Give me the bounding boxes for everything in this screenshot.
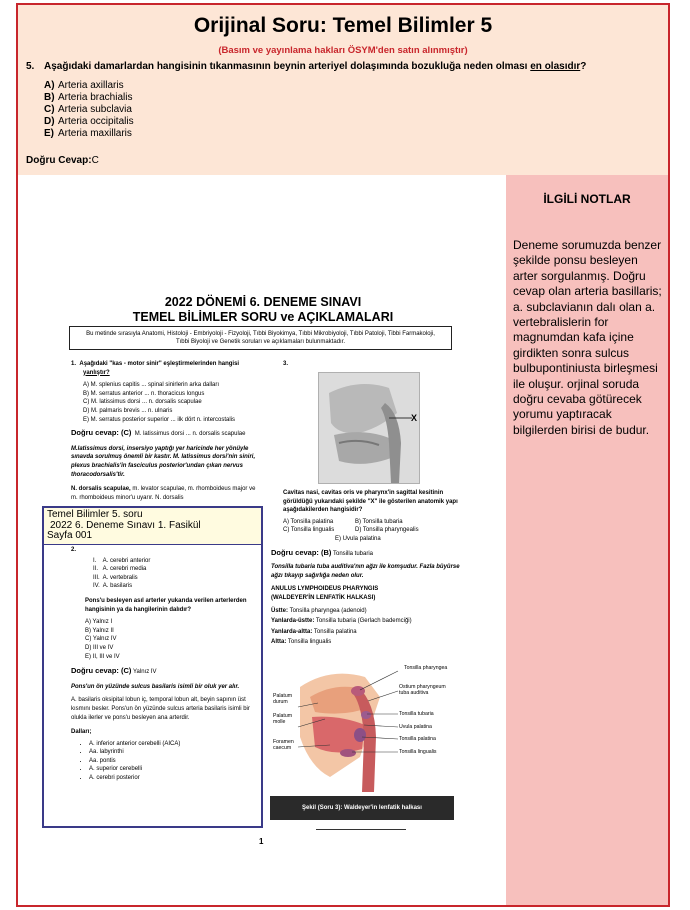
q3-option: E) Uvula palatina — [335, 535, 381, 542]
option-text: Arteria axillaris — [58, 80, 124, 91]
highlight-line: 2022 6. Deneme Sınavı 1. Fasikül — [50, 519, 201, 531]
q3-stem: Cavitas nasi, cavitas oris ve pharynx'in sagittal kesitinin görüldüğü yukarıdaki şekilde "X" ile gösterilen anatomik yapı aşağıdakilerden hangisidir? — [283, 490, 458, 514]
option-text: Arteria subclavia — [58, 104, 132, 115]
q2-branch: • A. inferior anterior cerebelli (AICA) — [89, 740, 256, 749]
q2-item: IV. A. basilaris — [93, 583, 133, 590]
ring-key: Üstte: — [271, 607, 289, 614]
q3-option: C) Tonsilla lingualis — [283, 527, 335, 534]
option-letter: A) — [44, 80, 55, 91]
option-letter: D) — [44, 116, 55, 127]
ring-value: Tonsilla lingualis — [287, 639, 332, 646]
q2-option: C) Yalnız IV — [85, 636, 117, 643]
answer-value: C — [91, 155, 99, 166]
q1-option: B) M. serratus anterior ... n. thoracicus longus — [83, 390, 205, 397]
q1-option: E) M. serratus posterior superior ... ilk dört n. intercostalis — [83, 416, 236, 423]
q2-option: E) II, III ve IV — [85, 653, 120, 660]
q3-option: A) Tonsilla palatina — [283, 518, 334, 525]
option-letter: E) — [44, 128, 54, 139]
q3-number: 3. — [283, 361, 289, 367]
fig-label-tubaria: Tonsilla tubaria — [399, 711, 434, 717]
question-number: 5. — [26, 61, 35, 72]
question-title: Orijinal Soru: Temel Bilimler 5 — [193, 14, 493, 37]
q1-explanation-term: N. dorsalis scapulae, — [71, 486, 131, 493]
q1-number: 1. — [71, 361, 77, 367]
q1-option: D) M. palmaris brevis ... n. ulnaris — [83, 407, 173, 414]
ring-subtitle: (WALDEYER'İN LENFATİK HALKASI) — [271, 594, 376, 601]
ring-title: ANULUS LYMPHOIDEUS PHARYNGIS — [271, 586, 379, 593]
q2-branch: • A. superior cerebelli — [89, 765, 256, 774]
q2-branch: • Aa. labyrinthi — [89, 748, 256, 757]
q2-branches-title: Dalları; — [71, 729, 92, 736]
q1-option: C) M. latissimus dorsi ... n. dorsalis scapulae — [83, 399, 202, 406]
q2-option: D) III ve IV — [85, 644, 114, 651]
option-text: Arteria brachialis — [58, 92, 133, 103]
ring-key: Yanlarda-üstte: — [271, 618, 315, 625]
q2-branch: • Aa. pontis — [89, 757, 256, 766]
q3-answer-label: Doğru cevap: (B) — [271, 547, 332, 557]
notes-title: İLGİLİ NOTLAR — [543, 192, 631, 206]
q2-answer-label: Doğru cevap: (C) — [71, 666, 132, 676]
q3-option: D) Tonsilla pharyngealis — [355, 527, 419, 534]
q1-stem-emphasis: yanlıştır? — [83, 369, 110, 376]
question-text: Aşağıdaki damarlardan hangisinin tıkanmasının beynin arteriyel dolaşımında bozukluğa neden olması — [44, 61, 528, 72]
figure-caption: Şekil (Soru 3): Waldeyer'in lenfatik halkası — [270, 796, 454, 820]
q2-item: III. A. vertebralis — [93, 574, 138, 581]
highlight-line: Sayfa 001 — [47, 530, 93, 541]
fig-label-uvula: Uvula palatina — [399, 724, 432, 730]
fig-label-foramen: Foramen caecum — [273, 739, 294, 751]
page-number: 1 — [259, 837, 264, 846]
ring-key: Yanlarda-altta: — [271, 628, 313, 635]
notes-body: Deneme sorumuzda benzer şekilde ponsu besleyen arter sorgulanmış. Doğru cevap olan arteria basillaris; a. subclavianın dalı olan a. vertebralislerin for magnumdan kafa içine girdikten sonra sulcus bulbupontiniusta birleşmesi ile oluşur. orjinal soruda doğru cevaba götürecek yorumu yaptıracak bilgilerden birisi de budur. — [513, 238, 662, 437]
fig-label-palatina: Tonsilla palatina — [399, 736, 436, 742]
option-text: Arteria occipitalis — [58, 116, 134, 127]
q1-stem-text: Aşağıdaki "kas - motor sinir" eşleştirmelerinden hangisi — [79, 361, 240, 367]
q2-branch: • A. cerebri posterior — [89, 774, 256, 783]
ring-value: Tonsilla pharyngea (adenoid) — [289, 607, 367, 614]
fig-label-pharyngea: Tonsilla pharyngea — [404, 665, 448, 671]
ring-key: Altta: — [271, 639, 287, 646]
exam-subtitle: TEMEL BİLİMLER SORU ve AÇIKLAMALARI — [132, 310, 394, 324]
q1-answer-label: Doğru cevap: (C) — [71, 428, 132, 438]
ring-value: Tonsilla palatina — [313, 628, 357, 635]
x-label: X — [411, 413, 418, 423]
ring-value: Tonsilla tubaria (Gerlach bademciği) — [315, 618, 412, 625]
q2-option: B) Yalnız II — [85, 627, 114, 634]
q1-explanation: M.latissimus dorsi, insersiyo yaptığı yer haricinde her yönüyle sınavda sorulmuş önemli bir kastır. M. latissimus dorsi'nin siniri, plexus brachialis'in fasciculus posterior'undan çıkan nervus thoracodorsalis'tir. — [71, 445, 256, 478]
q3-option: B) Tonsilla tubaria — [355, 518, 403, 525]
q1-option: A) M. splenius capitis ... spinal sinirlerin arka dalları — [83, 382, 220, 389]
exam-title: 2022 DÖNEMİ 6. DENEME SINAVI — [164, 295, 362, 309]
q3-explanation: Tonsilla tubaria tuba auditiva'nın ağzı ile komşudur. Fazla büyürse ağzı tıkayıp sağırlığa neden olur. — [271, 564, 460, 579]
fig-label-molle: Palatum molle — [273, 713, 293, 725]
fig-label-lingualis: Tonsilla lingualis — [399, 749, 437, 755]
fig-label-ostium: Ostium pharyngeum tuba auditiva — [399, 684, 446, 696]
option-letter: B) — [44, 92, 55, 103]
option-text: Arteria maxillaris — [58, 128, 132, 139]
q3-answer-text: Tonsilla tubaria — [332, 550, 374, 557]
option-letter: C) — [44, 104, 55, 115]
question-emphasis: en olasıdır — [530, 61, 581, 72]
answer-label: Doğru Cevap: — [26, 155, 92, 166]
fig-label-durum: Palatum durum — [273, 693, 293, 705]
q2-number: 2. — [71, 547, 77, 553]
q2-item: I. A. cerebri anterior — [93, 557, 151, 564]
highlight-line: Temel Bilimler 5. soru — [47, 509, 143, 520]
q2-stem: Pons'u besleyen asıl arterler yukarıda verilen arterlerden hangisinin ya da hangilerinin dalıdır? — [85, 597, 247, 613]
q2-explanation: A. basilaris oksipital lobun iç, temporal lobun alt, beyin sapının üst kısmını besler. Pons'un ön yüzünde sulcus arteria basilaris isimli bir olukla ilerler ve pons'u besleyen ana arterdir. — [71, 697, 250, 721]
q2-explanation-emphasis: Pons'un ön yüzünde sulcus basilaris isimli bir oluk yer alır. — [71, 683, 240, 690]
copyright-note: (Basım ve yayınlama hakları ÖSYM'den satın alınmıştır) — [218, 45, 468, 56]
q1-answer-text: M. latissimus dorsi ... n. dorsalis scapulae — [134, 431, 246, 438]
exam-intro: Bu metinde sırasıyla Anatomi, Histoloji - Embriyoloji - Fizyoloji, Tıbbi Biyokimya, Tıbbi Mikrobiyoloji, Tıbbi Patoloji, Tibbi Farmakoloji, Tıbbi Biyoloji ve Genetik soruları ve açıklamaları bulunmaktadır. — [69, 326, 452, 350]
q2-answer-text: Yalnız IV — [132, 669, 157, 676]
q2-option: A) Yalnız I — [85, 619, 113, 626]
question-mark: ? — [580, 61, 587, 72]
page-frame — [16, 3, 670, 907]
q2-item: II. A. cerebri media — [93, 566, 147, 573]
q1-explanation-text: m. levator scapulae, m. rhomboideus major ve m. rhomboideus minor'u uyarır. N. dorsalis — [71, 486, 256, 501]
